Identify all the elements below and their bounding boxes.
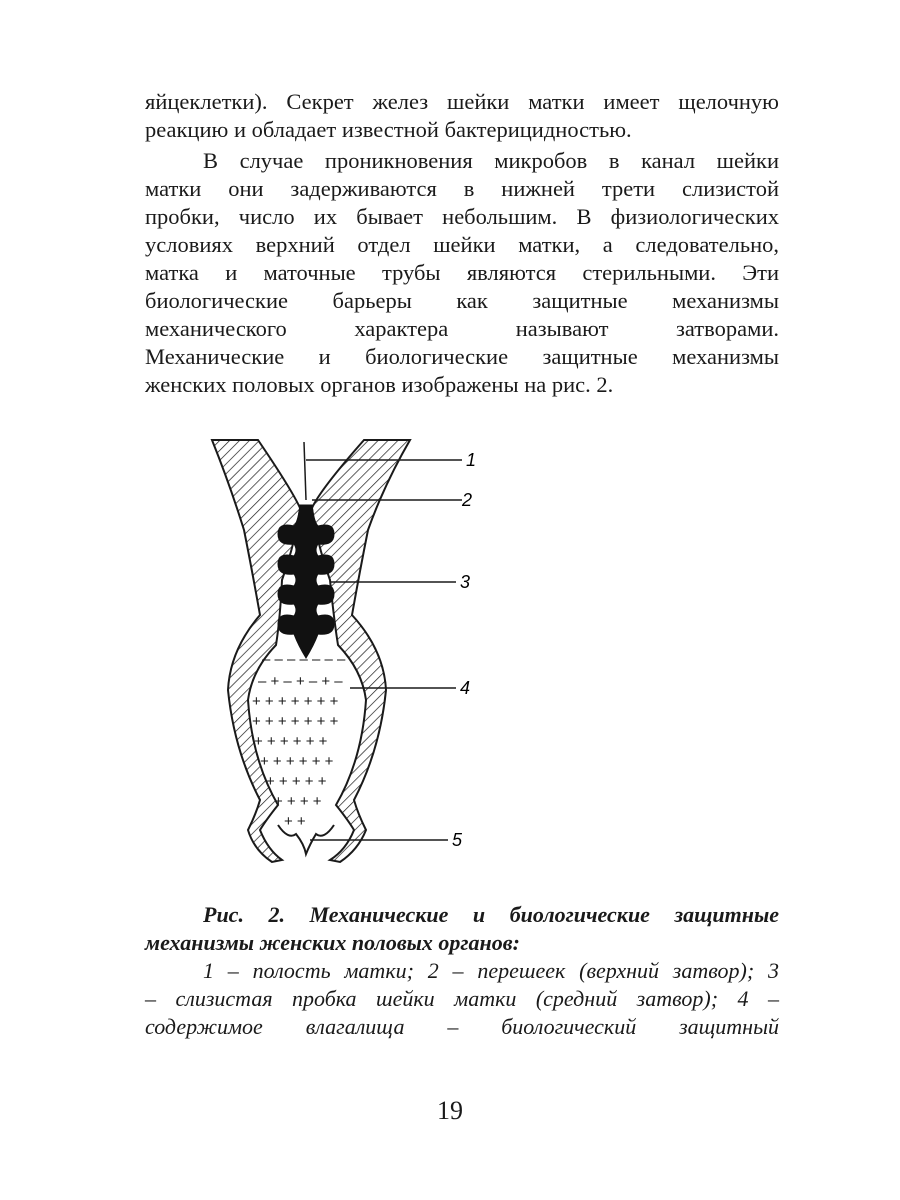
page-number: 19 (437, 1096, 463, 1125)
body-text-line: женских половых органов изображены на рис. 2. (145, 372, 614, 397)
mucus-plug (278, 505, 334, 658)
svg-text:+ + + + +: + + + + + (266, 773, 327, 790)
body-text-line: В случае проникновения микробов в канал шейки (203, 148, 779, 173)
body-text-line: яйцеклетки). Секрет желез шейки матки имеет щелочную (145, 89, 779, 114)
caption-title-line: Рис. 2. Механические и биологические защитные (203, 902, 779, 927)
figure-label-4: 4 (460, 678, 471, 698)
body-text-line: реакцию и обладает известной бактерицидностью. (145, 117, 632, 142)
svg-text:+ + + + + +: + + + + + + (254, 733, 328, 750)
caption-legend-line: – слизистая пробка шейки матки (средний затвор); 4 – (145, 986, 779, 1011)
caption-title-line: механизмы женских половых органов: (145, 930, 520, 955)
body-text-line: условиях верхний отдел шейки матки, а следовательно, (145, 232, 779, 257)
svg-text:+ +: + + (284, 813, 306, 830)
body-text-line: механического характера называют затворами. (145, 316, 779, 341)
body-text-line: матки они задерживаются в нижней трети слизистой (145, 176, 779, 201)
caption-legend-line: содержимое влагалища – биологический защитный (145, 1014, 779, 1039)
body-text-line: Механические и биологические защитные механизмы (145, 344, 779, 369)
uterine-cavity (304, 442, 306, 500)
figure-label-1: 1 (466, 450, 477, 470)
svg-text:– + – + – + –: – + – + – + – (258, 673, 343, 690)
body-text-line: биологические барьеры как защитные механизмы (145, 288, 779, 313)
figure-label-2: 2 (462, 490, 473, 510)
body-text-line: матка и маточные трубы являются стерильными. Эти (145, 260, 779, 285)
svg-text:+ + + +: + + + + (274, 793, 322, 810)
caption-legend-line: 1 – полость матки; 2 – перешеек (верхний затвор); 3 (203, 958, 779, 983)
svg-text:+ + + + + +: + + + + + + (260, 753, 334, 770)
body-text-line: пробки, число их бывает небольшим. В физиологических (145, 204, 779, 229)
figure-label-3: 3 (460, 572, 471, 592)
svg-text:– – – – – – –: – – – – – – – (262, 651, 346, 668)
figure-label-5: 5 (452, 830, 463, 850)
svg-text:+ + + + + + +: + + + + + + + (252, 713, 339, 730)
anatomy-figure (200, 430, 500, 870)
svg-text:+ + + + + + +: + + + + + + + (252, 693, 339, 710)
